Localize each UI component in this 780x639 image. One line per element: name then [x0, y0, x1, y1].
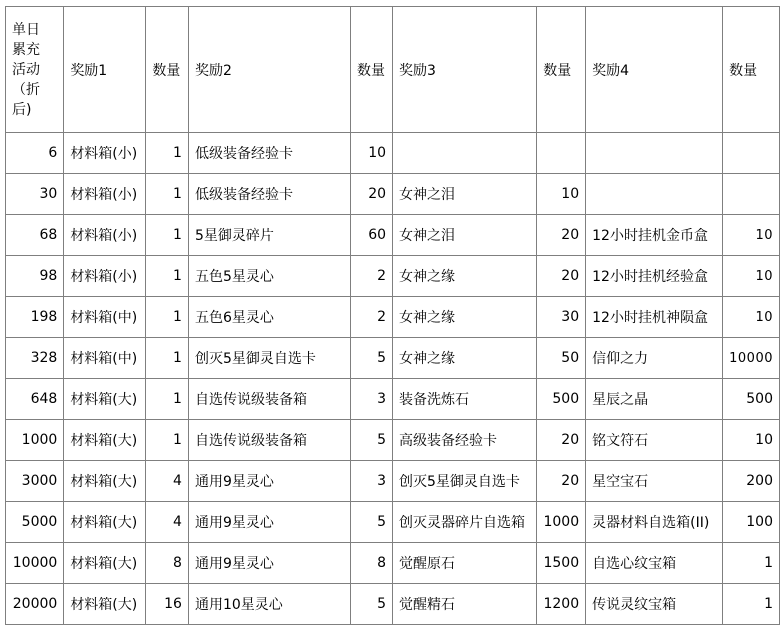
cell-reward-3: 觉醒精石 — [393, 584, 537, 625]
cell-reward-1: 材料箱(小) — [64, 133, 146, 174]
cell-quantity-4 — [723, 174, 780, 215]
cell-reward-4: 12小时挂机金币盒 — [586, 215, 723, 256]
cell-reward-1: 材料箱(大) — [64, 420, 146, 461]
cell-reward-3: 创灭灵器碎片自选箱 — [393, 502, 537, 543]
cell-reward-2: 通用9星灵心 — [188, 461, 350, 502]
header-line: 单日 — [12, 21, 40, 38]
cell-recharge-amount: 20000 — [6, 584, 64, 625]
cell-quantity-2: 5 — [350, 502, 392, 543]
cell-reward-1: 材料箱(中) — [64, 338, 146, 379]
table-row — [6, 256, 780, 297]
header-reward-3: 奖励3 — [393, 7, 537, 133]
cell-quantity-1: 1 — [146, 215, 189, 256]
cell-reward-4: 12小时挂机经验盒 — [586, 256, 723, 297]
cell-reward-2: 通用10星灵心 — [188, 584, 350, 625]
cell-reward-1: 材料箱(小) — [64, 256, 146, 297]
cell-quantity-4: 10 — [723, 215, 780, 256]
cell-quantity-2: 3 — [350, 461, 392, 502]
cell-quantity-3 — [537, 133, 586, 174]
cell-reward-1: 材料箱(大) — [64, 584, 146, 625]
cell-quantity-3: 1500 — [537, 543, 586, 584]
cell-reward-3: 女神之泪 — [393, 215, 537, 256]
table-row — [6, 133, 780, 174]
cell-quantity-4: 1 — [723, 584, 780, 625]
cell-quantity-4: 100 — [723, 502, 780, 543]
cell-quantity-3: 20 — [537, 461, 586, 502]
cell-reward-3: 女神之泪 — [393, 174, 537, 215]
cell-reward-4 — [586, 174, 723, 215]
cell-reward-3: 高级装备经验卡 — [393, 420, 537, 461]
cell-quantity-2: 5 — [350, 584, 392, 625]
cell-recharge-amount: 5000 — [6, 502, 64, 543]
cell-reward-1: 材料箱(小) — [64, 215, 146, 256]
header-reward-1: 奖励1 — [64, 7, 146, 133]
cell-reward-1: 材料箱(小) — [64, 174, 146, 215]
cell-reward-4: 星辰之晶 — [586, 379, 723, 420]
cell-quantity-3: 1000 — [537, 502, 586, 543]
table-row — [6, 297, 780, 338]
cell-recharge-amount: 10000 — [6, 543, 64, 584]
cell-quantity-1: 1 — [146, 338, 189, 379]
cell-recharge-amount: 6 — [6, 133, 64, 174]
cell-quantity-3: 30 — [537, 297, 586, 338]
cell-reward-1: 材料箱(大) — [64, 379, 146, 420]
cell-quantity-4: 10 — [723, 420, 780, 461]
cell-reward-4: 自选心纹宝箱 — [586, 543, 723, 584]
cell-reward-4: 信仰之力 — [586, 338, 723, 379]
cell-recharge-amount: 30 — [6, 174, 64, 215]
cell-reward-3: 女神之缘 — [393, 256, 537, 297]
cell-reward-2: 低级装备经验卡 — [188, 133, 350, 174]
cell-reward-2: 5星御灵碎片 — [188, 215, 350, 256]
cell-quantity-2: 60 — [350, 215, 392, 256]
cell-quantity-4: 10000 — [723, 338, 780, 379]
cell-quantity-3: 20 — [537, 256, 586, 297]
cell-quantity-2: 5 — [350, 420, 392, 461]
cell-quantity-1: 1 — [146, 256, 189, 297]
table-row — [6, 461, 780, 502]
header-reward-2: 奖励2 — [188, 7, 350, 133]
cell-quantity-2: 5 — [350, 338, 392, 379]
cell-quantity-1: 16 — [146, 584, 189, 625]
cell-quantity-3: 10 — [537, 174, 586, 215]
cell-reward-3: 装备洗炼石 — [393, 379, 537, 420]
table-row — [6, 420, 780, 461]
cell-quantity-1: 1 — [146, 379, 189, 420]
cell-quantity-1: 8 — [146, 543, 189, 584]
cell-quantity-4 — [723, 133, 780, 174]
cell-reward-4 — [586, 133, 723, 174]
table-row — [6, 174, 780, 215]
header-quantity-4: 数量 — [723, 7, 780, 133]
header-line: 累充 — [12, 41, 40, 58]
cell-quantity-1: 4 — [146, 461, 189, 502]
cell-quantity-3: 1200 — [537, 584, 586, 625]
cell-reward-3 — [393, 133, 537, 174]
cell-reward-1: 材料箱(大) — [64, 502, 146, 543]
cell-reward-2: 五色5星灵心 — [188, 256, 350, 297]
cell-recharge-amount: 98 — [6, 256, 64, 297]
cell-recharge-amount: 68 — [6, 215, 64, 256]
cell-recharge-amount: 3000 — [6, 461, 64, 502]
header-line: 后) — [12, 101, 32, 118]
cell-quantity-1: 1 — [146, 174, 189, 215]
cell-reward-3: 创灭5星御灵自选卡 — [393, 461, 537, 502]
cell-reward-4: 铭文符石 — [586, 420, 723, 461]
cell-reward-2: 通用9星灵心 — [188, 543, 350, 584]
cell-quantity-3: 500 — [537, 379, 586, 420]
cell-quantity-2: 2 — [350, 256, 392, 297]
cell-reward-3: 女神之缘 — [393, 338, 537, 379]
cell-reward-4: 灵器材料自选箱(II) — [586, 502, 723, 543]
cell-reward-4: 12小时挂机神陨盒 — [586, 297, 723, 338]
cell-quantity-1: 4 — [146, 502, 189, 543]
table-row — [6, 379, 780, 420]
cell-quantity-3: 20 — [537, 420, 586, 461]
cell-quantity-2: 8 — [350, 543, 392, 584]
cell-reward-3: 觉醒原石 — [393, 543, 537, 584]
cell-reward-1: 材料箱(大) — [64, 461, 146, 502]
cell-reward-2: 自选传说级装备箱 — [188, 420, 350, 461]
header-reward-4: 奖励4 — [586, 7, 723, 133]
cell-quantity-4: 1 — [723, 543, 780, 584]
cell-quantity-3: 50 — [537, 338, 586, 379]
cell-reward-4: 传说灵纹宝箱 — [586, 584, 723, 625]
cell-quantity-4: 10 — [723, 297, 780, 338]
cell-quantity-3: 20 — [537, 215, 586, 256]
cell-recharge-amount: 328 — [6, 338, 64, 379]
header-cumulative-recharge — [6, 7, 64, 133]
cell-quantity-2: 20 — [350, 174, 392, 215]
table-row — [6, 338, 780, 379]
header-quantity-1: 数量 — [146, 7, 189, 133]
header-row — [6, 7, 780, 133]
cell-quantity-4: 10 — [723, 256, 780, 297]
cell-quantity-2: 2 — [350, 297, 392, 338]
cell-quantity-4: 500 — [723, 379, 780, 420]
table-row — [6, 584, 780, 625]
cell-reward-2: 自选传说级装备箱 — [188, 379, 350, 420]
cell-reward-3: 女神之缘 — [393, 297, 537, 338]
cell-reward-2: 通用9星灵心 — [188, 502, 350, 543]
cell-reward-2: 五色6星灵心 — [188, 297, 350, 338]
header-line: 活动 — [12, 61, 40, 78]
cell-recharge-amount: 198 — [6, 297, 64, 338]
cell-quantity-1: 1 — [146, 297, 189, 338]
rewards-table — [5, 6, 780, 625]
header-line: （折 — [12, 81, 40, 98]
cell-reward-2: 创灭5星御灵自选卡 — [188, 338, 350, 379]
cell-quantity-2: 3 — [350, 379, 392, 420]
cell-quantity-4: 200 — [723, 461, 780, 502]
table-row — [6, 502, 780, 543]
cell-reward-1: 材料箱(大) — [64, 543, 146, 584]
cell-quantity-1: 1 — [146, 133, 189, 174]
table-row — [6, 543, 780, 584]
cell-quantity-2: 10 — [350, 133, 392, 174]
header-quantity-2: 数量 — [350, 7, 392, 133]
header-quantity-3: 数量 — [537, 7, 586, 133]
cell-recharge-amount: 648 — [6, 379, 64, 420]
cell-reward-1: 材料箱(中) — [64, 297, 146, 338]
cell-reward-2: 低级装备经验卡 — [188, 174, 350, 215]
cell-recharge-amount: 1000 — [6, 420, 64, 461]
cell-quantity-1: 1 — [146, 420, 189, 461]
cell-reward-4: 星空宝石 — [586, 461, 723, 502]
table-row — [6, 215, 780, 256]
